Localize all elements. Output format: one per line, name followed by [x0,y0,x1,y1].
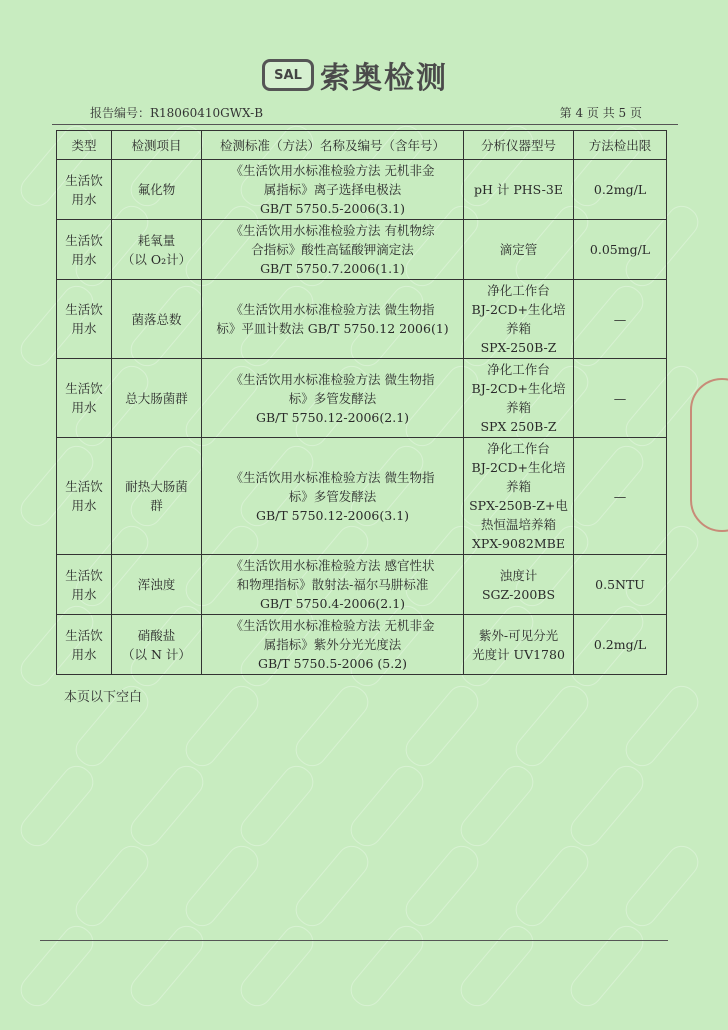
table-row [57,555,667,615]
cell-category: 生活饮 用水 [57,359,112,438]
cell-item: 浑浊度 [112,555,202,615]
table-row [57,438,667,555]
cell-instrument: 浊度计 SGZ-200BS [464,555,574,615]
page-number: 第 4 页 共 5 页 [559,106,642,120]
cell-instrument: 净化工作台 BJ-2CD+生化培 养箱 SPX 250B-Z [464,359,574,438]
watermark-mark [15,760,100,853]
cell-category: 生活饮 用水 [57,220,112,280]
cell-category: 生活饮 用水 [57,160,112,220]
watermark-mark [235,920,320,1013]
cell-limit: 0.05mg/L [574,220,667,280]
table-row [57,615,667,675]
cell-instrument: 净化工作台 BJ-2CD+生化培 养箱 SPX-250B-Z [464,280,574,359]
watermark-mark [180,680,265,773]
watermark-mark [125,760,210,853]
cell-instrument: 滴定管 [464,220,574,280]
header-item: 检测项目 [112,131,202,160]
header-category: 类型 [57,131,112,160]
cell-limit: — [574,359,667,438]
watermark-mark [510,680,595,773]
watermark-mark [455,760,540,853]
cell-item: 菌落总数 [112,280,202,359]
watermark-mark [290,680,375,773]
table-header-row [57,131,667,160]
logo-badge-icon: SAL [262,59,314,91]
cell-item: 耗氧量 （以 O₂计） [112,220,202,280]
table-row [57,160,667,220]
cell-item: 总大肠菌群 [112,359,202,438]
watermark-mark [510,840,595,933]
watermark-mark [565,920,650,1013]
watermark-mark [620,840,705,933]
cell-limit: 0.2mg/L [574,160,667,220]
watermark-mark [290,840,375,933]
logo-text: 索奥检测 [320,61,448,96]
cell-method: 《生活饮用水标准检验方法 无机非金 属指标》离子选择电极法 GB/T 5750.5-2006(3.1) [202,160,464,220]
company-logo [262,56,448,94]
cell-item: 氟化物 [112,160,202,220]
cell-method: 《生活饮用水标准检验方法 微生物指 标》多管发酵法 GB/T 5750.12-2006(3.1) [202,438,464,555]
watermark-mark [235,760,320,853]
report-number: 报告编号：R18060410GWX-B [90,106,264,120]
red-seal-stamp [690,378,728,532]
footer-rule [40,940,668,941]
watermark-mark [400,680,485,773]
watermark-mark [620,680,705,773]
watermark-mark [400,840,485,933]
watermark-mark [345,920,430,1013]
watermark-mark [345,760,430,853]
cell-category: 生活饮 用水 [57,438,112,555]
watermark-mark [455,920,540,1013]
cell-limit: 0.5NTU [574,555,667,615]
table-row [57,280,667,359]
cell-category: 生活饮 用水 [57,615,112,675]
header-method: 检测标准（方法）名称及编号（含年号） [202,131,464,160]
cell-method: 《生活饮用水标准检验方法 无机非金 属指标》紫外分光光度法 GB/T 5750.5-2006 (5.2) [202,615,464,675]
table-row [57,359,667,438]
cell-limit: — [574,438,667,555]
cell-instrument: 净化工作台 BJ-2CD+生化培 养箱 SPX-250B-Z+电 热恒温培养箱 XPX-9082MBE [464,438,574,555]
header-limit: 方法检出限 [574,131,667,160]
blank-below-note: 本页以下空白 [64,690,143,705]
cell-instrument: pH 计 PHS-3E [464,160,574,220]
watermark-mark [70,840,155,933]
cell-limit: — [574,280,667,359]
cell-category: 生活饮 用水 [57,555,112,615]
cell-limit: 0.2mg/L [574,615,667,675]
cell-item: 耐热大肠菌 群 [112,438,202,555]
watermark-mark [565,760,650,853]
cell-method: 《生活饮用水标准检验方法 微生物指 标》平皿计数法 GB/T 5750.12 2006(1) [202,280,464,359]
watermark-mark [15,920,100,1013]
watermark-mark [125,920,210,1013]
table-row [57,220,667,280]
header-rule [52,124,678,125]
cell-method: 《生活饮用水标准检验方法 有机物综 合指标》酸性高锰酸钾滴定法 GB/T 5750.7.2006(1.1) [202,220,464,280]
cell-item: 硝酸盐 （以 N 计） [112,615,202,675]
cell-instrument: 紫外-可见分光 光度计 UV1780 [464,615,574,675]
header-instrument: 分析仪器型号 [464,131,574,160]
cell-category: 生活饮 用水 [57,280,112,359]
test-methods-table [56,130,667,675]
watermark-mark [180,840,265,933]
cell-method: 《生活饮用水标准检验方法 微生物指 标》多管发酵法 GB/T 5750.12-2006(2.1) [202,359,464,438]
cell-method: 《生活饮用水标准检验方法 感官性状 和物理指标》散射法-福尔马肼标准 GB/T 5750.4-2006(2.1) [202,555,464,615]
